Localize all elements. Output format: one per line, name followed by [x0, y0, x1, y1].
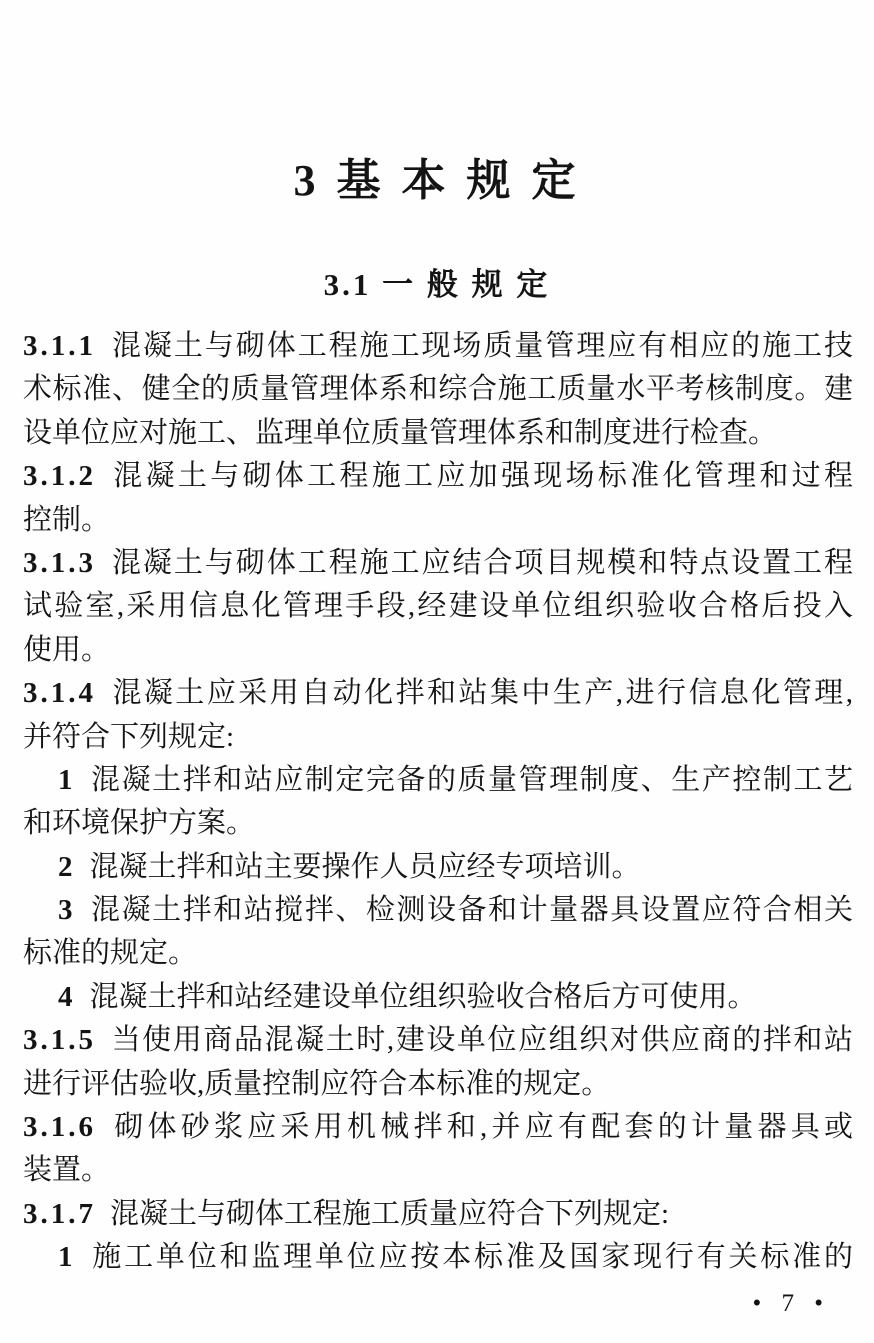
text-line	[23, 325, 853, 368]
sub-item-number: 2	[58, 850, 73, 883]
text-line	[23, 846, 853, 889]
line-text: 设单位应对施工、监理单位质量管理体系和制度进行检查。	[23, 416, 778, 449]
text-line	[23, 1149, 853, 1192]
line-text: 混凝土与砌体工程施工应加强现场标准化管理和过程	[110, 460, 853, 493]
clause-number: 3.1.3	[23, 546, 96, 579]
clause-number: 3.1.5	[23, 1024, 96, 1057]
line-text: 使用。	[23, 633, 111, 666]
line-text: 和环境保护方案。	[23, 807, 256, 840]
line-text: 混凝土拌和站主要操作人员应经专项培训。	[89, 850, 641, 883]
page-number: • 7 •	[752, 1290, 830, 1317]
sub-item-number: 1	[58, 1241, 73, 1274]
line-text: 标准的规定。	[23, 937, 198, 970]
text-line	[23, 759, 853, 802]
text-line	[23, 1106, 853, 1149]
text-line	[23, 1063, 853, 1106]
chapter-title: 3 基 本 规 定	[293, 156, 581, 205]
clause-number: 3.1.2	[23, 460, 96, 493]
text-line	[23, 585, 853, 628]
text-line	[23, 455, 853, 498]
text-line	[23, 802, 853, 845]
text-line	[23, 542, 853, 585]
text-line	[23, 412, 853, 455]
clause-number: 3.1.1	[23, 330, 96, 362]
line-text: 控制。	[23, 503, 111, 536]
sub-item-number: 3	[58, 894, 73, 927]
line-text: 混凝土与砌体工程施工现场质量管理应有相应的施工技	[110, 330, 853, 362]
clause-number: 3.1.7	[23, 1197, 96, 1230]
line-text: 当使用商品混凝土时,建设单位应组织对供应商的拌和站	[110, 1024, 853, 1057]
text-line	[23, 629, 853, 672]
text-line	[23, 889, 853, 932]
sub-item-number: 4	[58, 980, 73, 1013]
text-line	[23, 672, 853, 715]
line-text: 施工单位和监理单位应按本标准及国家现行有关标准的	[89, 1241, 853, 1274]
text-line	[23, 1193, 853, 1236]
text-line	[23, 368, 853, 411]
line-text: 混凝土应采用自动化拌和站集中生产,进行信息化管理,	[110, 677, 853, 710]
sub-item-number: 1	[58, 763, 73, 796]
text-line	[23, 1236, 853, 1279]
line-text: 混凝土与砌体工程施工质量应符合下列规定:	[110, 1197, 670, 1230]
line-text: 混凝土拌和站应制定完备的质量管理制度、生产控制工艺	[89, 763, 853, 796]
section-heading: 3.1 一 般 规 定	[323, 267, 551, 302]
line-text: 并符合下列规定:	[23, 720, 235, 753]
text-line	[23, 499, 853, 542]
line-text: 混凝土拌和站经建设单位组织验收合格后方可使用。	[89, 980, 757, 1013]
line-text: 混凝土与砌体工程施工应结合项目规模和特点设置工程	[110, 546, 853, 579]
text-line	[23, 932, 853, 975]
text-line	[23, 976, 853, 1019]
text-line	[23, 716, 853, 759]
line-text: 装置。	[23, 1154, 111, 1187]
line-text: 术标准、健全的质量管理体系和综合施工质量水平考核制度。建	[23, 373, 853, 406]
clause-number: 3.1.4	[23, 677, 96, 710]
clause-number: 3.1.6	[23, 1111, 96, 1144]
line-text: 进行评估验收,质量控制应符合本标准的规定。	[23, 1067, 611, 1100]
text-line	[23, 1019, 853, 1062]
line-text: 混凝土拌和站搅拌、检测设备和计量器具设置应符合相关	[89, 894, 853, 927]
line-text: 砌体砂浆应采用机械拌和,并应有配套的计量器具或	[110, 1111, 853, 1144]
body-text	[23, 325, 853, 1280]
line-text: 试验室,采用信息化管理手段,经建设单位组织验收合格后投入	[23, 590, 853, 623]
